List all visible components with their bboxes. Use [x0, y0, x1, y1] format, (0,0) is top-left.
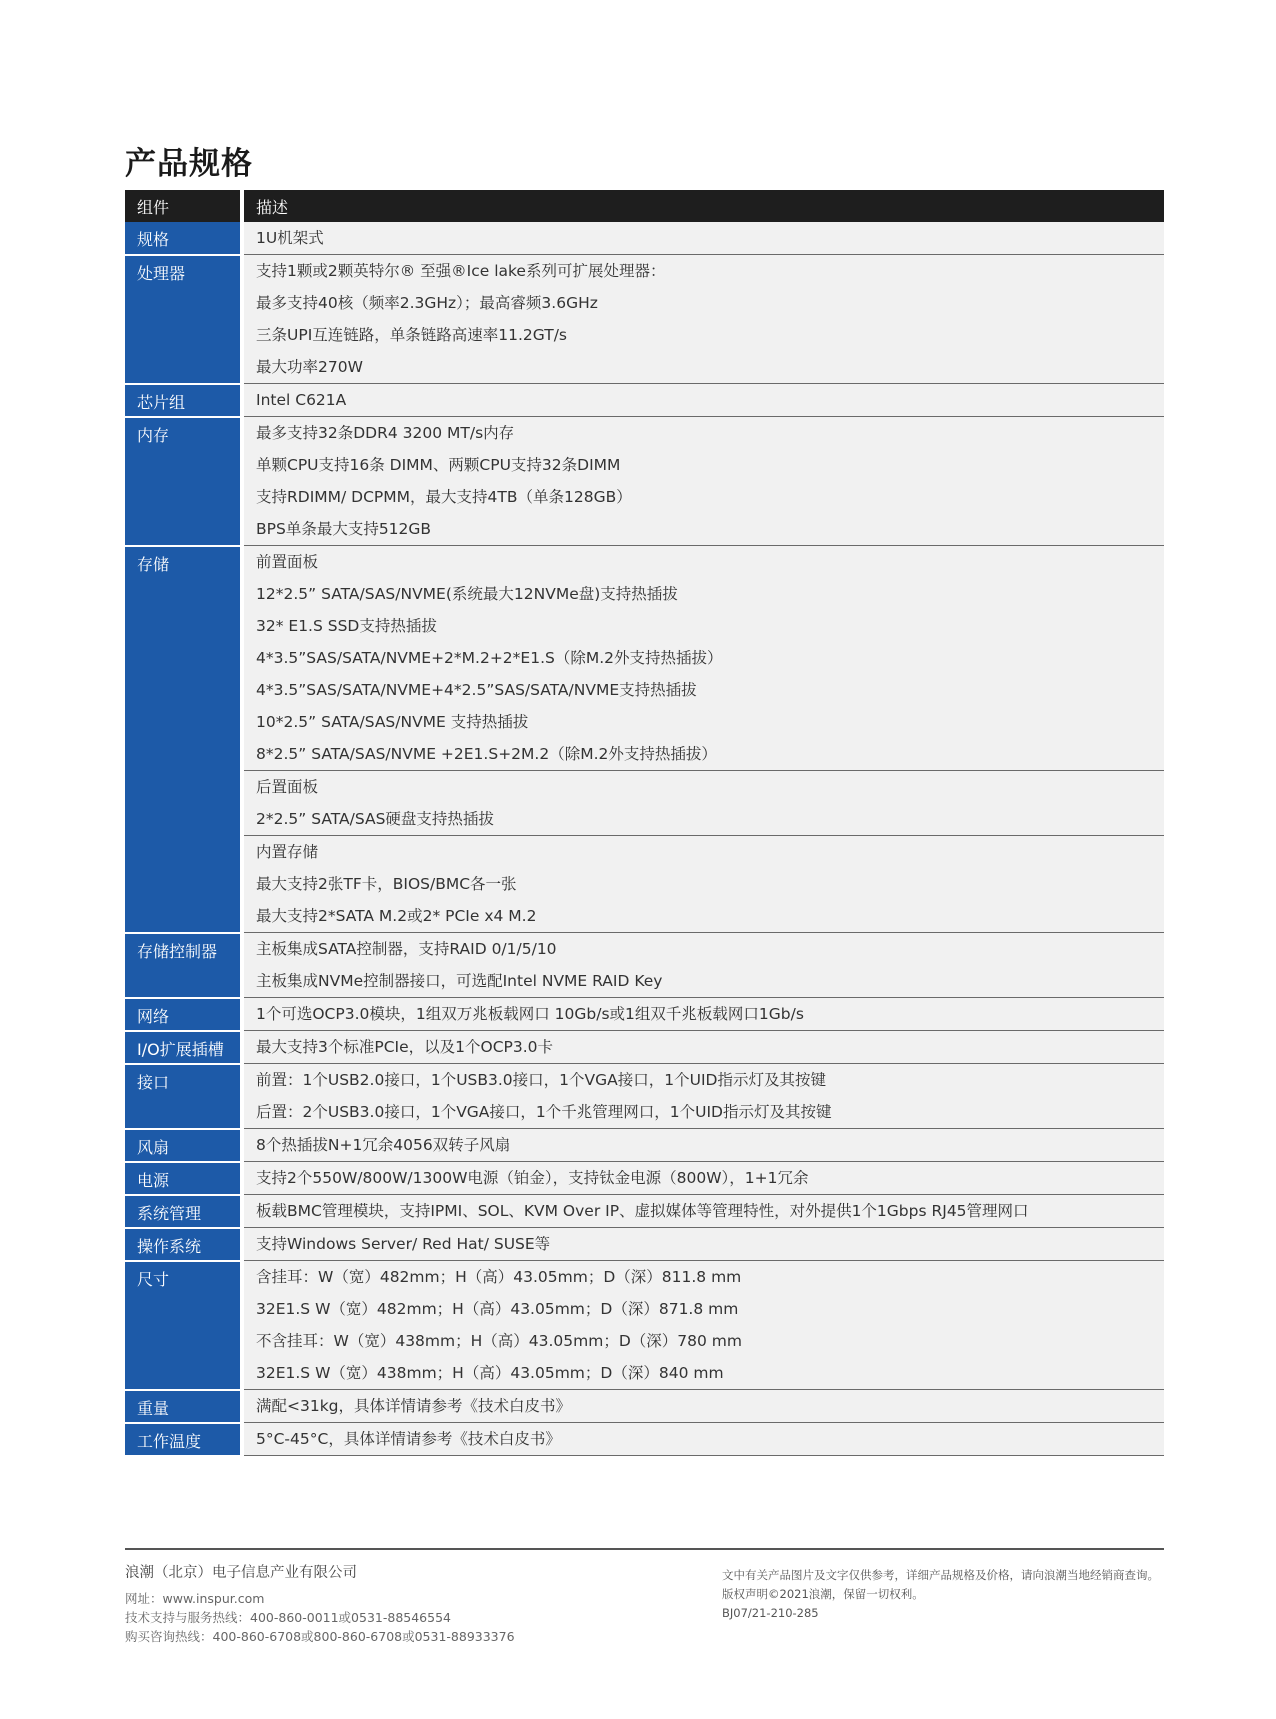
description-line: 支持Windows Server/ Red Hat/ SUSE等 [256, 1235, 551, 1253]
component-description [242, 1129, 1164, 1162]
description-line: 主板集成NVMe控制器接口，可选配Intel NVME RAID Key [256, 972, 663, 990]
component-description [242, 417, 1164, 546]
description-line: 4*3.5”SAS/SATA/NVME+4*2.5”SAS/SATA/NVME支持热插拔 [256, 681, 697, 699]
description-group [244, 1129, 1164, 1161]
component-description [242, 1390, 1164, 1423]
description-line: 32E1.S W（宽）438mm；H（高）43.05mm；D（深）840 mm [256, 1364, 724, 1382]
description-line: BPS单条最大支持512GB [256, 520, 432, 538]
description-line: 支持RDIMM/ DCPMM，最大支持4TB（单条128GB） [256, 488, 632, 506]
description-group [244, 1162, 1164, 1194]
component-label: 尺寸 [125, 1261, 242, 1390]
description-line: 板载BMC管理模块，支持IPMI、SOL、KVM Over IP、虚拟媒体等管理特性，对外提供1个1Gbps RJ45管理网口 [256, 1202, 1029, 1220]
description-line: 8个热插拔N+1冗余4056双转子风扇 [256, 1136, 511, 1154]
table-header-row [125, 190, 1164, 222]
component-description [242, 1031, 1164, 1064]
footer-contact [125, 1564, 515, 1646]
description-line: 三条UPI互连链路，单条链路高速率11.2GT/s [256, 326, 568, 344]
description-line: 不含挂耳：W（宽）438mm；H（高）43.05mm；D（深）780 mm [256, 1332, 742, 1350]
footer-doc-code: BJ07/21-210-285 [722, 1606, 819, 1620]
footer-copyright: 版权声明©2021浪潮，保留一切权利。 [722, 1587, 924, 1601]
footer-legal [722, 1566, 1159, 1623]
table-row [125, 1064, 1164, 1129]
component-label: 电源 [125, 1162, 242, 1195]
description-group [244, 417, 1164, 545]
table-row [125, 546, 1164, 933]
description-group [244, 384, 1164, 416]
table-row [125, 998, 1164, 1031]
component-description [242, 998, 1164, 1031]
component-description [242, 1228, 1164, 1261]
component-label: I/O扩展插槽 [125, 1031, 242, 1064]
description-line: 1U机架式 [256, 229, 324, 247]
description-group [244, 1423, 1164, 1455]
description-line: 含挂耳：W（宽）482mm；H（高）43.05mm；D（深）811.8 mm [256, 1268, 742, 1286]
table-row [125, 933, 1164, 998]
description-line: 最多支持32条DDR4 3200 MT/s内存 [256, 424, 515, 442]
component-label: 重量 [125, 1390, 242, 1423]
description-line: 1个可选OCP3.0模块，1组双万兆板载网口 10Gb/s或1组双千兆板载网口1Gb/s [256, 1005, 804, 1023]
description-line: 单颗CPU支持16条 DIMM、两颗CPU支持32条DIMM [256, 456, 621, 474]
component-description [242, 384, 1164, 417]
description-line: 4*3.5”SAS/SATA/NVME+2*M.2+2*E1.S（除M.2外支持热插拔） [256, 649, 723, 667]
table-row [125, 222, 1164, 255]
component-label: 处理器 [125, 255, 242, 384]
component-label: 系统管理 [125, 1195, 242, 1228]
component-description [242, 255, 1164, 384]
table-row [125, 1162, 1164, 1195]
description-group [244, 1261, 1164, 1389]
description-line: 支持2个550W/800W/1300W电源（铂金），支持钛金电源（800W），1+1冗余 [256, 1169, 809, 1187]
component-label: 存储控制器 [125, 933, 242, 998]
table-row [125, 1129, 1164, 1162]
component-label: 芯片组 [125, 384, 242, 417]
description-group [244, 1064, 1164, 1128]
description-group [244, 1195, 1164, 1227]
description-line: 后置：2个USB3.0接口，1个VGA接口，1个千兆管理网口，1个UID指示灯及其按键 [256, 1103, 832, 1121]
description-line: 32* E1.S SSD支持热插拔 [256, 617, 437, 635]
description-line: 前置：1个USB2.0接口，1个USB3.0接口，1个VGA接口，1个UID指示灯及其按键 [256, 1071, 826, 1089]
component-description [242, 222, 1164, 255]
description-line: 后置面板 [256, 778, 319, 796]
description-line: 最大支持3个标准PCIe，以及1个OCP3.0卡 [256, 1038, 554, 1056]
table-row [125, 1390, 1164, 1423]
footer-company-name: 浪潮（北京）电子信息产业有限公司 [125, 1565, 357, 1581]
description-line: 最大支持2*SATA M.2或2* PCIe x4 M.2 [256, 907, 537, 925]
component-label: 规格 [125, 222, 242, 255]
component-description [242, 1162, 1164, 1195]
description-line: 最大功率270W [256, 358, 363, 376]
description-group [244, 255, 1164, 383]
description-line: Intel C621A [256, 391, 347, 409]
description-line: 8*2.5” SATA/SAS/NVME +2E1.S+2M.2（除M.2外支持热插拔） [256, 745, 717, 763]
component-label: 存储 [125, 546, 242, 933]
description-line: 10*2.5” SATA/SAS/NVME 支持热插拔 [256, 713, 529, 731]
description-line: 最多支持40核（频率2.3GHz）；最高睿频3.6GHz [256, 294, 598, 312]
table-row [125, 1228, 1164, 1261]
table-row [125, 384, 1164, 417]
footer-sales-hotline: 购买咨询热线：400-860-6708或800-860-6708或0531-88933376 [125, 1629, 515, 1644]
description-group [244, 770, 1164, 835]
page-title: 产品规格 [125, 146, 253, 182]
description-group [244, 835, 1164, 932]
table-row [125, 417, 1164, 546]
component-label: 工作温度 [125, 1423, 242, 1456]
description-line: 内置存储 [256, 843, 319, 861]
description-group [244, 1031, 1164, 1063]
component-description [242, 1261, 1164, 1390]
description-line: 2*2.5” SATA/SAS硬盘支持热插拔 [256, 810, 494, 828]
description-group [244, 933, 1164, 997]
column-header-component: 组件 [125, 190, 242, 222]
description-line: 主板集成SATA控制器，支持RAID 0/1/5/10 [256, 940, 557, 958]
description-line: 最大支持2张TF卡，BIOS/BMC各一张 [256, 875, 517, 893]
description-group [244, 1228, 1164, 1260]
description-line: 12*2.5” SATA/SAS/NVME(系统最大12NVMe盘)支持热插拔 [256, 585, 678, 603]
description-line: 5°C-45°C，具体详情请参考《技术白皮书》 [256, 1430, 561, 1448]
component-description [242, 546, 1164, 933]
component-description [242, 1423, 1164, 1456]
component-label: 网络 [125, 998, 242, 1031]
description-line: 满配<31kg，具体详情请参考《技术白皮书》 [256, 1397, 572, 1415]
description-line: 支持1颗或2颗英特尔® 至强®Ice lake系列可扩展处理器： [256, 262, 666, 280]
component-description [242, 1195, 1164, 1228]
description-group [244, 546, 1164, 770]
spec-table-body [125, 222, 1164, 1456]
component-description [242, 1064, 1164, 1129]
footer-support-hotline: 技术支持与服务热线：400-860-0011或0531-88546554 [125, 1610, 451, 1625]
component-label: 内存 [125, 417, 242, 546]
component-label: 接口 [125, 1064, 242, 1129]
description-line: 32E1.S W（宽）482mm；H（高）43.05mm；D（深）871.8 mm [256, 1300, 739, 1318]
table-row [125, 1031, 1164, 1064]
column-header-description: 描述 [242, 190, 1164, 222]
footer-disclaimer: 文中有关产品图片及文字仅供参考，详细产品规格及价格，请向浪潮当地经销商查询。 [722, 1568, 1159, 1582]
spec-table [125, 190, 1164, 1457]
description-group [244, 1390, 1164, 1422]
footer-website: 网址：www.inspur.com [125, 1591, 265, 1606]
component-description [242, 933, 1164, 998]
description-group [244, 222, 1164, 254]
component-label: 操作系统 [125, 1228, 242, 1261]
table-row [125, 1423, 1164, 1456]
description-group [244, 998, 1164, 1030]
component-label: 风扇 [125, 1129, 242, 1162]
table-row [125, 255, 1164, 384]
table-row [125, 1195, 1164, 1228]
description-line: 前置面板 [256, 553, 319, 571]
footer-divider [125, 1548, 1164, 1550]
table-row [125, 1261, 1164, 1390]
